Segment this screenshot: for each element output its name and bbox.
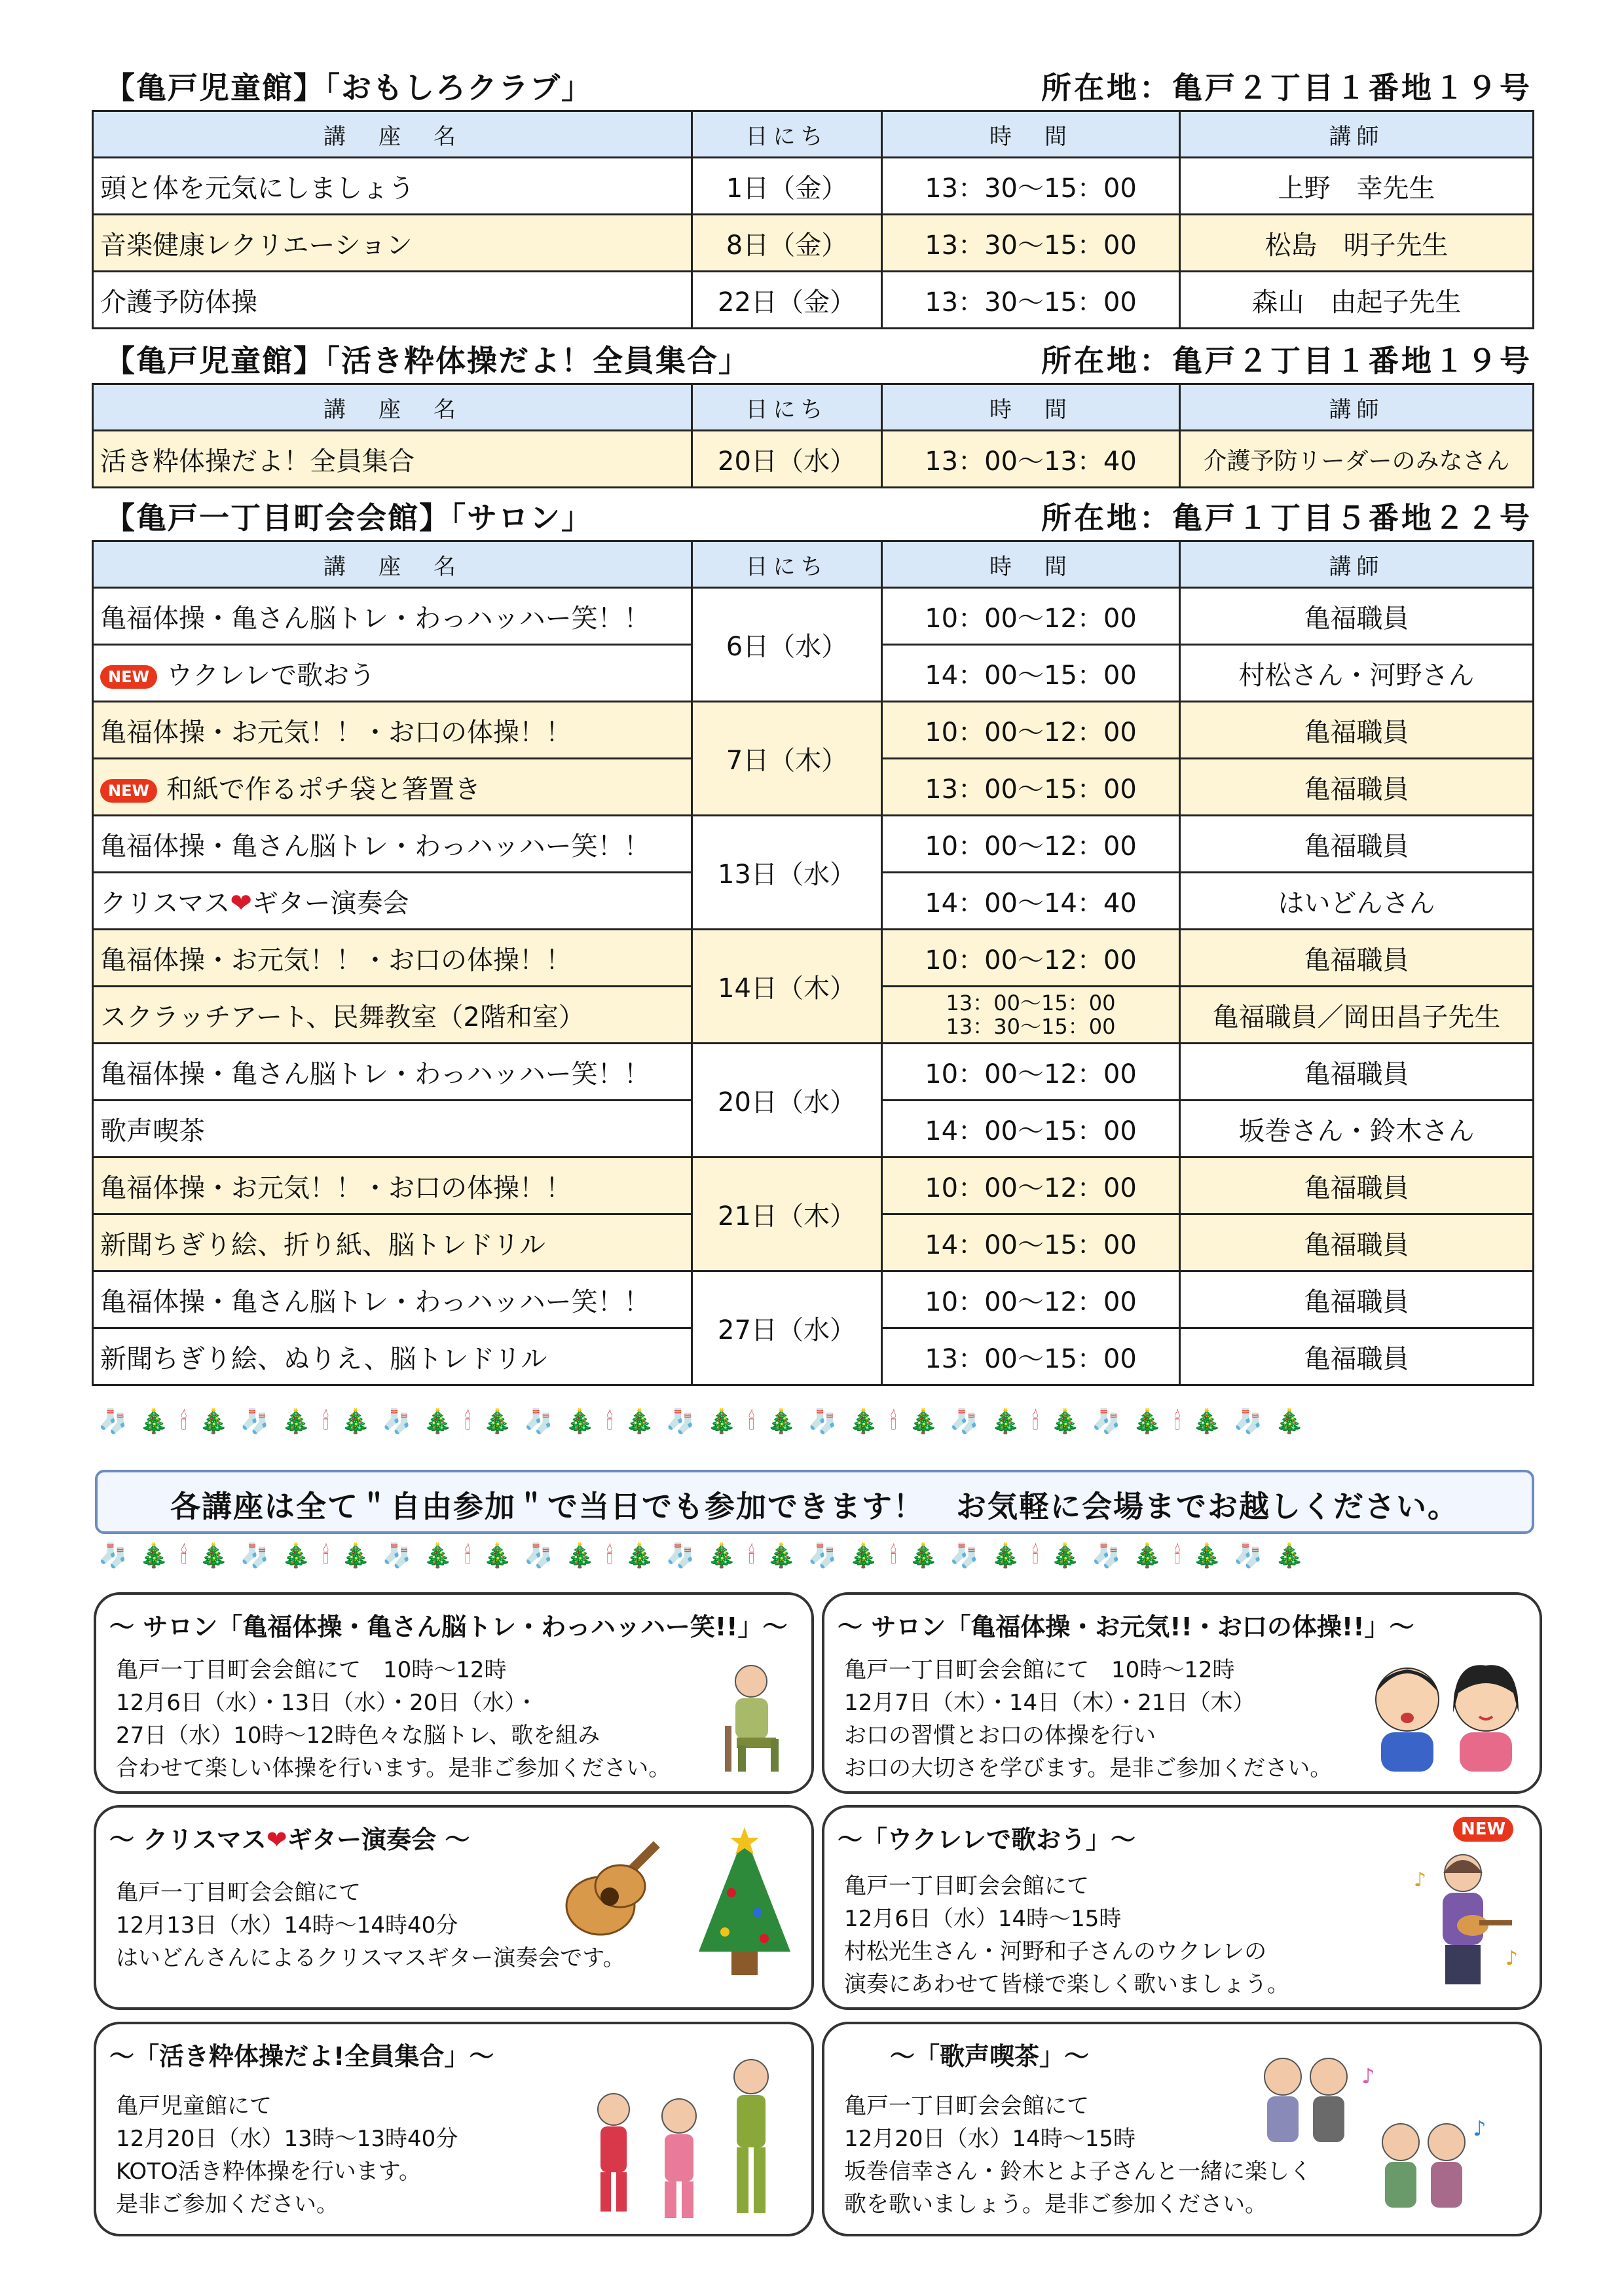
box-line: お口の習慣とお口の体操を行い (844, 1722, 1156, 1749)
ukulele-player-illustration (1401, 1847, 1525, 1997)
course-teacher: 亀福職員 (1180, 930, 1534, 987)
box-line: 亀戸一丁目町会会館にて 10時～12時 (116, 1657, 507, 1683)
box-line: 歌を歌いましょう。是非ご参加ください。 (844, 2191, 1267, 2217)
course-teacher: 亀福職員 (1180, 588, 1534, 645)
col-header-date: 日にち (692, 541, 882, 588)
box-line: 亀戸一丁目町会会館にて (844, 1873, 1089, 1899)
course-teacher: 亀福職員 (1180, 1157, 1534, 1214)
schedule-table-salon (92, 540, 1534, 1386)
course-time: 13：30～15：00 (882, 215, 1180, 272)
section-title: 【亀戸児童館】「活き粋体操だよ！全員集合」 (105, 343, 750, 378)
box-title: ～「歌声喫茶」～ (890, 2042, 1090, 2071)
course-name: ウクレレで歌おう (166, 660, 375, 691)
course-time: 14：00～15：00 (882, 1214, 1180, 1271)
course-name: 頭と体を元気にしましょう (93, 158, 692, 215)
section-location: 所在地：亀戸２丁目１番地１９号 (1041, 70, 1532, 105)
course-teacher: 亀福職員 (1180, 702, 1534, 759)
course-name: 亀福体操・亀さん脳トレ・わっハッハー笑！！ (93, 588, 692, 645)
heart-icon: ❤ (230, 888, 252, 919)
table-row (93, 431, 1534, 488)
course-time: 13：00～15：00 (882, 1328, 1180, 1385)
course-teacher: 介護予防リーダーのみなさん (1180, 431, 1534, 488)
info-box-christmas-guitar (94, 1805, 814, 2010)
box-line: 12月20日（水）13時～13時40分 (116, 2126, 458, 2152)
course-name-cell (93, 759, 692, 816)
course-name-cell (93, 873, 692, 930)
course-time: 14：00～14：40 (882, 873, 1180, 930)
schedule-table-omoshiro (92, 110, 1534, 329)
table-row (93, 816, 1534, 873)
course-name: 歌声喫茶 (93, 1101, 692, 1157)
course-name: 和紙で作るポチ袋と箸置き (166, 774, 481, 805)
course-name: 新聞ちぎり絵、ぬりえ、脳トレドリル (93, 1328, 692, 1385)
box-line: お口の大切さを学びます。是非ご参加ください。 (844, 1755, 1333, 1781)
course-time: 13：00～13：40 (882, 431, 1180, 488)
table-row (93, 588, 1534, 645)
box-line: 12月6日（水）14時～15時 (844, 1906, 1122, 1932)
course-name: 活き粋体操だよ！全員集合 (93, 431, 692, 488)
course-teacher: 亀福職員／岡田昌子先生 (1180, 987, 1534, 1044)
course-date: 22日（金） (692, 272, 882, 329)
svg-text:♪: ♪ (1473, 2116, 1486, 2141)
course-time: 10：00～12：00 (882, 1271, 1180, 1328)
box-line: 亀戸一丁目町会会館にて (116, 1880, 361, 1906)
course-time: 10：00～12：00 (882, 930, 1180, 987)
course-date: 20日（水） (692, 1044, 882, 1157)
box-line: 合わせて楽しい体操を行います。是非ご参加ください。 (116, 1755, 671, 1781)
box-title: ～「ウクレレで歌おう」～ (838, 1825, 1136, 1854)
box-title: ～ サロン「亀福体操・亀さん脳トレ・わっハッハー笑!!」～ (109, 1613, 788, 1641)
course-date: 20日（水） (692, 431, 882, 488)
box-line: 12月6日（水）・13日（水）・20日（水）・ (116, 1690, 538, 1716)
box-title: ～「活き粋体操だよ!全員集合」～ (109, 2042, 494, 2071)
col-header-time: 時 間 (882, 384, 1180, 431)
box-line: 是非ご参加ください。 (116, 2191, 339, 2217)
box-line: 亀戸児童館にて (116, 2093, 272, 2119)
course-name: スクラッチアート、民舞教室（2階和室） (93, 987, 692, 1044)
col-header-teacher: 講師 (1180, 541, 1534, 588)
notice-text: 各講座は全て＂自由参加＂で当日でも参加できます！ お気軽に会場までお越しください。 (170, 1489, 1459, 1524)
box-line: 演奏にあわせて皆様で楽しく歌いましょう。 (844, 1971, 1289, 1997)
course-name: 音楽健康レクリエーション (93, 215, 692, 272)
heart-icon: ❤ (266, 1825, 287, 1854)
course-date: 21日（木） (692, 1157, 882, 1271)
section-location: 所在地：亀戸１丁目５番地２２号 (1041, 500, 1532, 536)
course-name: 亀福体操・亀さん脳トレ・わっハッハー笑！！ (93, 1271, 692, 1328)
col-header-name: 講 座 名 (93, 541, 692, 588)
course-teacher: 亀福職員 (1180, 1044, 1534, 1101)
karaoke-seniors-illustration (1250, 2037, 1499, 2227)
course-time: 10：00～12：00 (882, 1157, 1180, 1214)
course-date: 6日（水） (692, 588, 882, 702)
course-teacher: 亀福職員 (1180, 1214, 1534, 1271)
course-time: 13：30～15：00 (946, 1014, 1116, 1039)
course-time: 13：30～15：00 (882, 158, 1180, 215)
course-teacher: 亀福職員 (1180, 1271, 1534, 1328)
new-badge: NEW (100, 665, 157, 689)
course-date: 13日（水） (692, 816, 882, 930)
course-name: 新聞ちぎり絵、折り紙、脳トレドリル (93, 1214, 692, 1271)
table-row (93, 272, 1534, 329)
box-title-row (109, 1819, 470, 1855)
table-row (93, 215, 1534, 272)
table-row (93, 158, 1534, 215)
course-date: 7日（木） (692, 702, 882, 816)
table-row (93, 1271, 1534, 1328)
christmas-decoration-border-top: 🧦🎄🕯🎄🧦🎄🕯🎄🧦🎄🕯🎄🧦🎄🕯🎄🧦🎄🕯🎄🧦🎄🕯🎄🧦🎄🕯🎄🧦🎄🕯🎄🧦🎄 (98, 1408, 1316, 1435)
svg-text:♪: ♪ (1505, 1947, 1519, 1970)
col-header-name: 講 座 名 (93, 384, 692, 431)
box-line: 村松光生さん・河野和子さんのウクレレの (844, 1939, 1267, 1965)
section-header-omoshiro (92, 64, 1532, 117)
free-participation-notice (95, 1470, 1534, 1534)
new-badge: NEW (1453, 1817, 1513, 1842)
box-title-part: ～ クリスマス (109, 1825, 267, 1854)
box-line: 坂巻信幸さん・鈴木とよ子さんと一緒に楽しく (844, 2159, 1312, 2185)
christmas-tree-illustration (686, 1821, 803, 1997)
course-name: 亀福体操・お元気！！・お口の体操！！ (93, 1157, 692, 1214)
course-teacher: 森山 由起子先生 (1180, 272, 1534, 329)
christmas-decoration-border-bottom: 🧦🎄🕯🎄🧦🎄🕯🎄🧦🎄🕯🎄🧦🎄🕯🎄🧦🎄🕯🎄🧦🎄🕯🎄🧦🎄🕯🎄🧦🎄🕯🎄🧦🎄 (98, 1542, 1316, 1569)
table-row (93, 930, 1534, 987)
course-time: 14：00～15：00 (882, 1101, 1180, 1157)
info-box-ukulele (822, 1805, 1542, 2010)
box-line: KOTO活き粋体操を行います。 (116, 2159, 422, 2185)
course-time: 10：00～12：00 (882, 702, 1180, 759)
box-line: 12月7日（木）・14日（木）・21日（木） (844, 1690, 1255, 1716)
singing-people-illustration (1361, 1654, 1532, 1772)
course-time: 10：00～12：00 (882, 816, 1180, 873)
col-header-teacher: 講師 (1180, 384, 1534, 431)
table-row (93, 702, 1534, 759)
box-line: 亀戸一丁目町会会館にて 10時～12時 (844, 1657, 1235, 1683)
course-teacher: 村松さん・河野さん (1180, 645, 1534, 702)
col-header-time: 時 間 (882, 111, 1180, 158)
box-line: 12月13日（水）14時～14時40分 (116, 1912, 458, 1939)
info-box-salon-okuchi (822, 1592, 1542, 1794)
col-header-date: 日にち (692, 111, 882, 158)
svg-text:♪: ♪ (1361, 2064, 1375, 2088)
exercising-elder-illustration (712, 1660, 803, 1778)
course-time: 13：30～15：00 (882, 272, 1180, 329)
course-teacher: 亀福職員 (1180, 816, 1534, 873)
course-time: 10：00～12：00 (882, 1044, 1180, 1101)
course-teacher: はいどんさん (1180, 873, 1534, 930)
section-location: 所在地：亀戸２丁目１番地１９号 (1041, 343, 1532, 378)
col-header-name: 講 座 名 (93, 111, 692, 158)
box-line: 亀戸一丁目町会会館にて (844, 2093, 1089, 2119)
course-name: 亀福体操・お元気！！・お口の体操！！ (93, 930, 692, 987)
exercising-group-illustration (574, 2037, 797, 2227)
section-title: 【亀戸児童館】「おもしろクラブ」 (105, 70, 593, 105)
schedule-table-ikiiki (92, 383, 1534, 488)
col-header-date: 日にち (692, 384, 882, 431)
course-time: 13：00～15：00 (946, 991, 1116, 1015)
course-teacher: 亀福職員 (1180, 1328, 1534, 1385)
course-name: 介護予防体操 (93, 272, 692, 329)
course-date: 27日（水） (692, 1271, 882, 1385)
section-header-ikiiki (92, 337, 1532, 390)
course-name: 亀福体操・お元気！！・お口の体操！！ (93, 702, 692, 759)
box-line: 12月20日（水）14時～15時 (844, 2126, 1136, 2152)
course-time: 13：00～15：00 (882, 759, 1180, 816)
box-line: はいどんさんによるクリスマスギター演奏会です。 (116, 1945, 625, 1971)
course-name-cell (93, 645, 692, 702)
course-name: 亀福体操・亀さん脳トレ・わっハッハー笑！！ (93, 1044, 692, 1101)
col-header-teacher: 講師 (1180, 111, 1534, 158)
info-box-utagoe-kissa (822, 2022, 1542, 2236)
course-teacher: 坂巻さん・鈴木さん (1180, 1101, 1534, 1157)
course-date: 8日（金） (692, 215, 882, 272)
course-teacher: 松島 明子先生 (1180, 215, 1534, 272)
table-row (93, 1044, 1534, 1101)
course-time: 14：00～15：00 (882, 645, 1180, 702)
course-teacher: 亀福職員 (1180, 759, 1534, 816)
box-line: 27日（水）10時～12時色々な脳トレ、歌を組み (116, 1722, 600, 1749)
course-name-part: ギター演奏会 (251, 888, 409, 919)
guitar-illustration (555, 1821, 686, 1952)
section-title: 【亀戸一丁目町会会館】「サロン」 (105, 500, 593, 536)
col-header-time: 時 間 (882, 541, 1180, 588)
box-title: ～ サロン「亀福体操・お元気!!・お口の体操!!」～ (838, 1613, 1414, 1641)
info-box-ikiiki-taiso (94, 2022, 814, 2236)
course-name: 亀福体操・亀さん脳トレ・わっハッハー笑！！ (93, 816, 692, 873)
table-row (93, 1157, 1534, 1214)
course-teacher: 上野 幸先生 (1180, 158, 1534, 215)
new-badge: NEW (100, 779, 157, 803)
box-title-part: ギター演奏会 ～ (287, 1825, 470, 1854)
course-time-cell (882, 987, 1180, 1044)
course-date: 14日（木） (692, 930, 882, 1044)
info-box-salon-noutore (94, 1592, 814, 1794)
svg-text:♪: ♪ (1414, 1868, 1427, 1891)
course-date: 1日（金） (692, 158, 882, 215)
course-name-part: クリスマス (100, 888, 231, 919)
section-header-salon (92, 494, 1532, 547)
course-time: 10：00～12：00 (882, 588, 1180, 645)
